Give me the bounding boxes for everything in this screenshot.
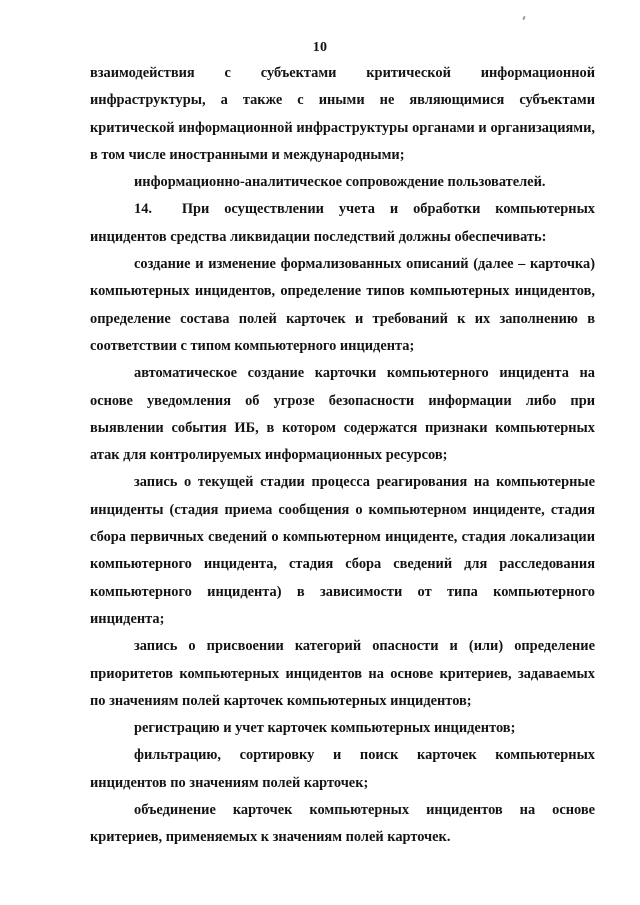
paragraph-registration: регистрацию и учет карточек компьютерных инцидентов;	[134, 720, 516, 737]
document-body	[90, 60, 595, 852]
paragraph-continuation: взаимодействия с субъектами критической информационной инфраструктуры, а также с иными не являющимися субъектами критической информационной инфраструктуры органами и организациями, в том числе иностранными и международными;	[90, 65, 595, 163]
paragraph-user-support: информационно-аналитическое сопровождение пользователей.	[134, 174, 546, 191]
paragraph-merging: объединение карточек компьютерных инцидентов на основе критериев, применяемых к значениям полей карточек.	[90, 802, 595, 846]
paragraph-filtering: фильтрацию, сортировку и поиск карточек компьютерных инцидентов по значениям полей карточек;	[90, 747, 595, 791]
paragraph-card-creation: создание и изменение формализованных описаний (далее – карточка) компьютерных инцидентов, определение типов компьютерных инцидентов, определение состава полей карточек и требований к их заполнению в соответствии с типом компьютерного инцидента;	[90, 256, 595, 354]
scan-speck	[522, 16, 526, 20]
page-number: 10	[312, 40, 328, 55]
paragraph-priority: запись о присвоении категорий опасности и (или) определение приоритетов компьютерных инцидентов на основе критериев, задаваемых по значениям полей карточек компьютерных инцидентов;	[90, 638, 595, 709]
paragraph-auto-card: автоматическое создание карточки компьютерного инцидента на основе уведомления об угрозе безопасности информации либо при выявлении события ИБ, в котором содержатся признаки компьютерных атак для контролируемых информационных ресурсов;	[90, 365, 595, 464]
paragraph-response-stage: запись о текущей стадии процесса реагирования на компьютерные инциденты (стадия приема сообщения о компьютерном инциденте, стадия сбора первичных сведений о компьютерном инциденте, стадия локализации компьютерного инцидента, стадия сбора сведений для расследования компьютерного инцидента) в зависимости от типа компьютерного инцидента;	[90, 474, 595, 627]
paragraph-clause-14: 14. При осуществлении учета и обработки компьютерных инцидентов средства ликвидации последствий должны обеспечивать:	[90, 201, 595, 245]
